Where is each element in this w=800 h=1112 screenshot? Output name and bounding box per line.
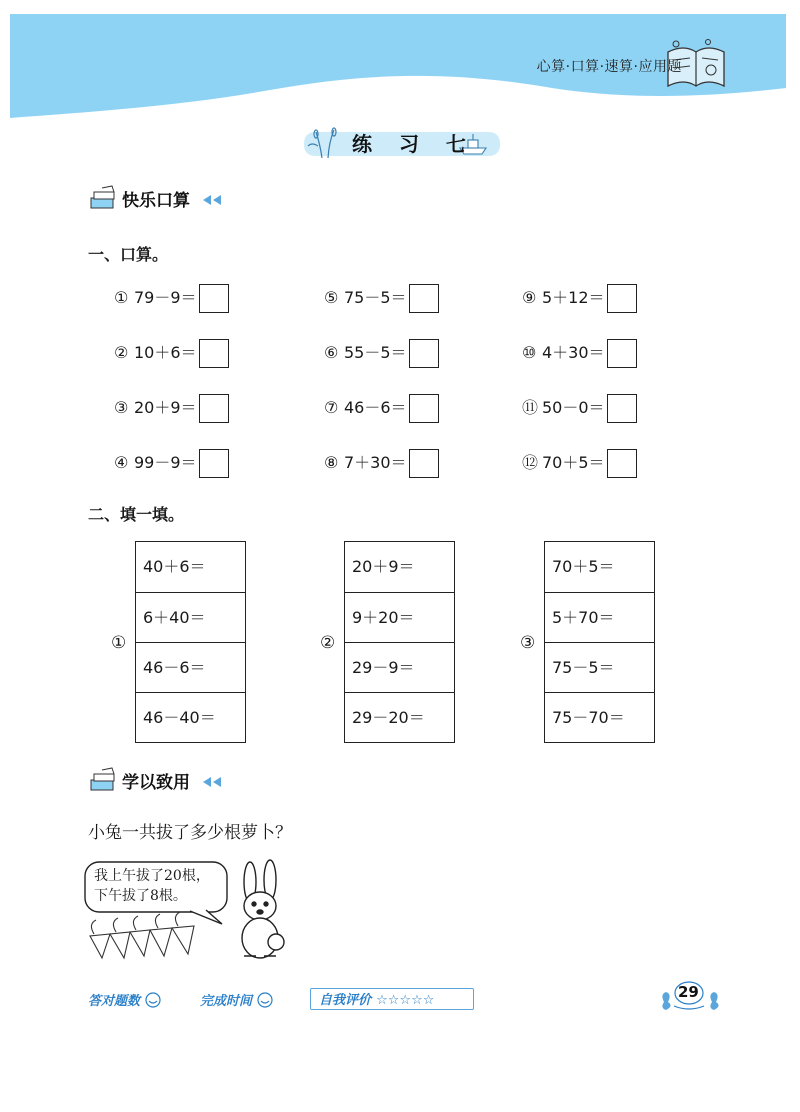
- oral-problem: ② 10＋6＝: [114, 338, 229, 368]
- answer-box[interactable]: [409, 284, 439, 313]
- fill-cell[interactable]: 46－40＝: [136, 692, 245, 742]
- oral-problem: ④ 99－9＝: [114, 448, 229, 478]
- self-eval-label: 自我评价: [319, 993, 372, 1008]
- fill-cell[interactable]: 20＋9＝: [352, 557, 415, 576]
- fill-table: [344, 541, 455, 743]
- section-header-xueyi: [88, 766, 228, 796]
- page-title: 练 习 七: [352, 132, 476, 156]
- answer-box[interactable]: [409, 394, 439, 423]
- answer-box[interactable]: [607, 284, 637, 313]
- arrow-left-icon: [202, 194, 222, 206]
- fill-cell[interactable]: 75－70＝: [545, 692, 654, 742]
- word-problem-question: 小兔一共拔了多少根萝卜？: [88, 823, 292, 843]
- group-marker: ②: [320, 633, 336, 653]
- oral-problem: ⑫ 70＋5＝: [522, 448, 637, 478]
- rabbit-icon: [242, 860, 284, 958]
- answer-box[interactable]: [199, 339, 229, 368]
- books-icon: [88, 766, 122, 796]
- smiley-icon: [145, 992, 161, 1008]
- fill-cell[interactable]: 75－5＝: [545, 642, 654, 692]
- oral-problem: ⑤ 75－5＝: [324, 283, 439, 313]
- fill-table: [544, 541, 655, 743]
- group-marker: ③: [520, 633, 536, 653]
- answer-box[interactable]: [409, 339, 439, 368]
- page-number: 29: [678, 983, 699, 1001]
- fill-cell[interactable]: 40＋6＝: [143, 557, 206, 576]
- fill-cell[interactable]: 5＋70＝: [545, 592, 654, 642]
- correct-count: [88, 990, 161, 1009]
- fill-cell[interactable]: 46－6＝: [136, 642, 245, 692]
- oral-problem: ⑪ 50－0＝: [522, 393, 637, 423]
- question-1-title: 一、口算。: [88, 245, 169, 264]
- fill-cell[interactable]: 6＋40＝: [136, 592, 245, 642]
- carrots-icon: [90, 912, 194, 958]
- fill-cell[interactable]: 29－20＝: [345, 692, 454, 742]
- oral-problem: ⑦ 46－6＝: [324, 393, 439, 423]
- speech-bubble-text: 我上午拔了20根， 下午拔了8根。: [94, 868, 210, 904]
- section-header-kuaile: [88, 184, 228, 214]
- rating-stars[interactable]: ☆☆☆☆☆: [376, 993, 435, 1008]
- answer-box[interactable]: [607, 394, 637, 423]
- group-marker: ①: [111, 633, 127, 653]
- completion-time-label: 完成时间: [200, 994, 253, 1009]
- answer-box[interactable]: [607, 449, 637, 478]
- answer-box[interactable]: [199, 284, 229, 313]
- question-2-title: 二、填一填。: [88, 505, 185, 524]
- fill-table: [135, 541, 246, 743]
- series-title: 心算·口算·速算·应用题: [536, 59, 682, 75]
- answer-box[interactable]: [199, 394, 229, 423]
- section-label: 快乐口算: [122, 191, 190, 211]
- oral-problem: ① 79－9＝: [114, 283, 229, 313]
- answer-box[interactable]: [199, 449, 229, 478]
- answer-box[interactable]: [409, 449, 439, 478]
- oral-problem: ③ 20＋9＝: [114, 393, 229, 423]
- oral-problem: ⑥ 55－5＝: [324, 338, 439, 368]
- smiley-icon: [257, 992, 273, 1008]
- fill-cell[interactable]: 9＋20＝: [345, 592, 454, 642]
- fill-cell[interactable]: 29－9＝: [345, 642, 454, 692]
- oral-problem: ⑧ 7＋30＝: [324, 448, 439, 478]
- oral-problem: ⑨ 5＋12＝: [522, 283, 637, 313]
- arrow-left-icon: [202, 776, 222, 788]
- completion-time: [200, 990, 273, 1009]
- correct-count-label: 答对题数: [88, 994, 141, 1009]
- fill-cell[interactable]: 70＋5＝: [552, 557, 615, 576]
- books-icon: [88, 184, 122, 214]
- self-evaluation: [310, 988, 474, 1010]
- oral-problem: ⑩ 4＋30＝: [522, 338, 637, 368]
- answer-box[interactable]: [607, 339, 637, 368]
- section-label: 学以致用: [122, 773, 190, 793]
